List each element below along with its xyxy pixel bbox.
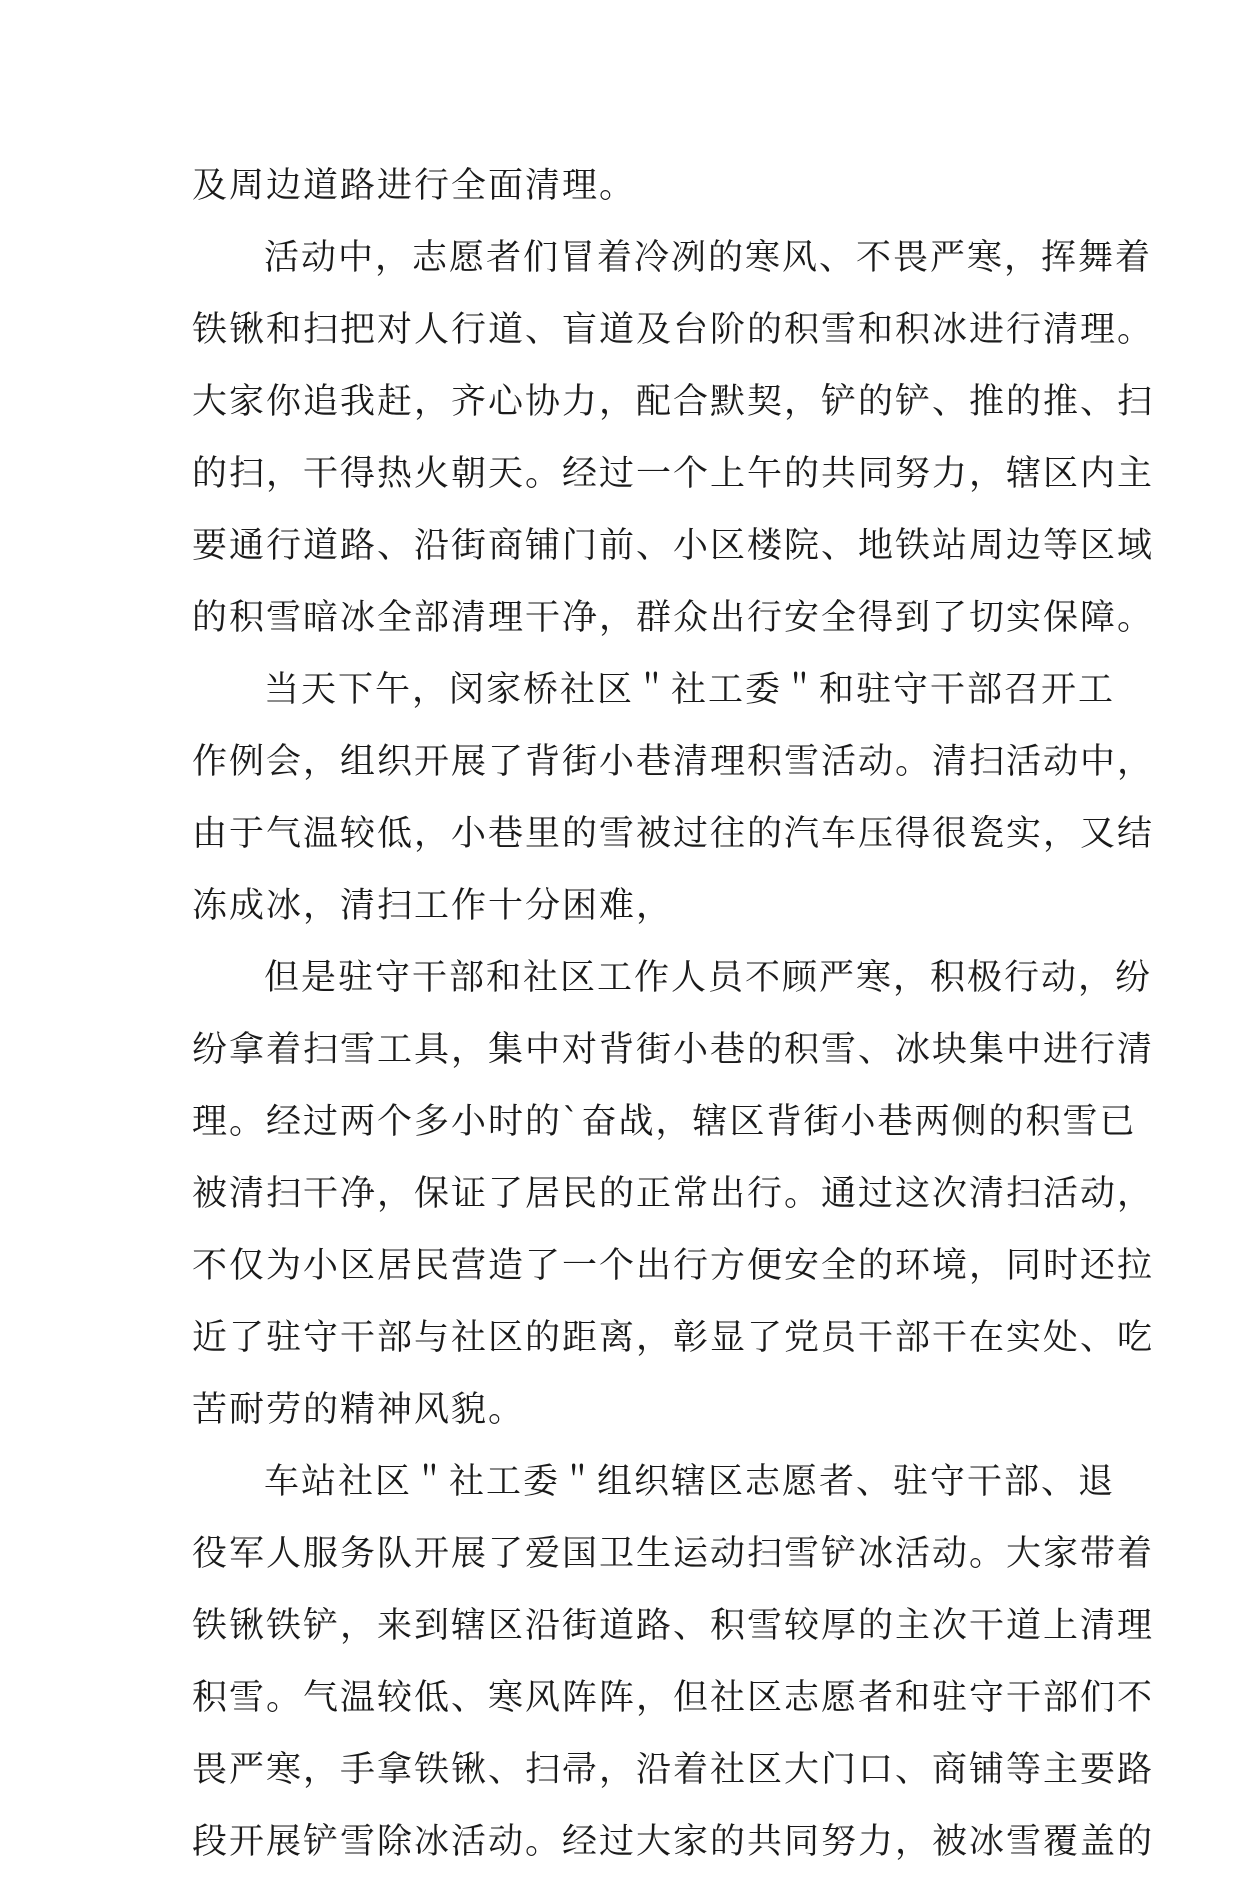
text-line: 役军人服务队开展了爱国卫生运动扫雪铲冰活动。大家带着	[192, 1534, 1155, 1574]
text-line: 要通行道路、沿街商铺门前、小区楼院、地铁站周边等区域	[192, 526, 1155, 566]
text-line: 苦耐劳的精神风貌。	[192, 1390, 526, 1430]
text-line: 由于气温较低，小巷里的雪被过往的汽车压得很瓷实，又结	[192, 814, 1155, 854]
paragraph-first-line: 当天下午，闵家桥社区＂社工委＂和驻守干部召开工	[264, 670, 1116, 710]
text-line: 纷拿着扫雪工具，集中对背街小巷的积雪、冰块集中进行清	[192, 1030, 1155, 1070]
text-line: 冻成冰，清扫工作十分困难，	[192, 886, 674, 926]
text-line: 段开展铲雪除冰活动。经过大家的共同努力，被冰雪覆盖的	[192, 1822, 1155, 1862]
text-line: 作例会，组织开展了背街小巷清理积雪活动。清扫活动中，	[192, 742, 1155, 782]
document-page	[192, 150, 1155, 1878]
text-line: 被清扫干净，保证了居民的正常出行。通过这次清扫活动，	[192, 1174, 1155, 1214]
text-line: 畏严寒，手拿铁锹、扫帚，沿着社区大门口、商铺等主要路	[192, 1750, 1155, 1790]
text-line: 及周边道路进行全面清理。	[192, 166, 637, 206]
text-line: 理。经过两个多小时的`奋战，辖区背街小巷两侧的积雪已	[192, 1102, 1137, 1142]
paragraph-first-line: 活动中，志愿者们冒着冷冽的寒风、不畏严寒，挥舞着	[264, 238, 1153, 278]
text-line: 铁锹和扫把对人行道、盲道及台阶的积雪和积冰进行清理。	[192, 310, 1155, 350]
paragraph-first-line: 车站社区＂社工委＂组织辖区志愿者、驻守干部、退	[264, 1462, 1116, 1502]
text-line: 近了驻守干部与社区的距离，彰显了党员干部干在实处、吃	[192, 1318, 1155, 1358]
text-line: 的积雪暗冰全部清理干净，群众出行安全得到了切实保障。	[192, 598, 1155, 638]
text-line: 的扫，干得热火朝天。经过一个上午的共同努力，辖区内主	[192, 454, 1155, 494]
text-line: 大家你追我赶，齐心协力，配合默契，铲的铲、推的推、扫	[192, 382, 1155, 422]
text-line: 不仅为小区居民营造了一个出行方便安全的环境，同时还拉	[192, 1246, 1155, 1286]
paragraph-first-line: 但是驻守干部和社区工作人员不顾严寒，积极行动，纷	[264, 958, 1153, 998]
text-line: 积雪。气温较低、寒风阵阵，但社区志愿者和驻守干部们不	[192, 1678, 1155, 1718]
text-line: 铁锹铁铲，来到辖区沿街道路、积雪较厚的主次干道上清理	[192, 1606, 1155, 1646]
